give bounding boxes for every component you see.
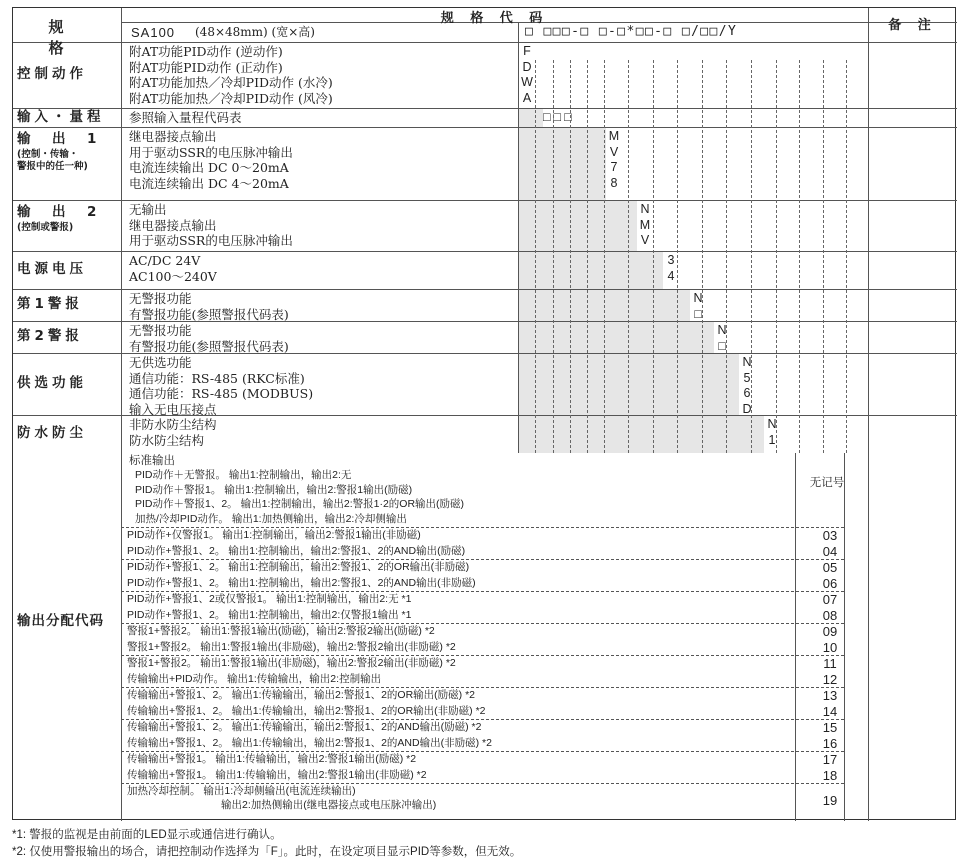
row-6-desc-1: 有警报功能(参照警报代码表) (129, 338, 289, 354)
row-0-desc-3: 附AT功能加热／冷却PID动作 (风冷) (129, 90, 333, 106)
assign-group-7-code-0: 17 (822, 752, 838, 767)
code-guide-8 (702, 60, 703, 453)
row-0-code-1: D (522, 59, 532, 74)
assign-group-4-code-0: 11 (823, 656, 837, 671)
assign-group-1-line-0: PID动作+警报1、2。 输出1:控制输出，输出2:警报1、2的OR输出(非励磁) (127, 561, 470, 573)
row-divider (13, 353, 957, 354)
assign-group-2-line-0: PID动作+警报1、2或仅警报1。 输出1:控制输出，输出2:无 *1 (127, 593, 412, 605)
row-7-desc-3: 输入无电压接点 (129, 401, 217, 417)
row-divider (13, 289, 957, 290)
row-5-code-1: □ (694, 306, 702, 321)
row-8-desc-0: 非防水防尘结构 (129, 417, 217, 432)
row-5-desc-1: 有警报功能(参照警报代码表) (129, 306, 289, 322)
code-guide-12 (799, 60, 800, 453)
row-1-desc-0: 参照输入量程代码表 (129, 110, 242, 125)
row-7-code-3: D (742, 401, 752, 416)
assign-group-0-code-1: 04 (822, 543, 838, 559)
row-sublabel-3: (控制或警报) (17, 222, 74, 233)
assign-group-7-line-0: 传输输出+警报1。 输出1:传输输出，输出2:警报1输出(励磁) *2 (127, 753, 417, 765)
code-guide-13 (823, 60, 824, 453)
assign-label: 输出分配代码 (17, 613, 104, 629)
row-label-5: 第1警报 (17, 296, 83, 312)
assign-group-6-code-1: 16 (822, 735, 838, 751)
row-3-code-0: N (640, 202, 650, 216)
row-3-desc-1: 继电器接点输出 (129, 217, 217, 233)
row-7-desc-1: 通信功能：RS-485 (RKC标准) (129, 370, 305, 386)
assign-group-6-line-1: 传输输出+警报1、2。 输出1:传输输出，输出2:警报1、2的AND输出(非励磁) *2 (127, 736, 492, 749)
row-label-1: 输入・量程 (17, 108, 105, 125)
row-4-code-1: 4 (667, 268, 675, 283)
code-guide-14 (846, 60, 847, 453)
row-7-code-0: N (742, 355, 752, 369)
row-6-code-shade (518, 322, 714, 353)
row-0-code-3: A (522, 90, 532, 105)
assign-group-5-code-1: 14 (822, 703, 838, 719)
assign-group-3-line-0: 警报1+警报2。 输出1:警报1输出(励磁)，输出2:警报2输出(励磁) *2 (127, 625, 435, 637)
assign-group-1-code-1: 06 (822, 575, 838, 591)
model-size: (48×48mm) (宽×高) (195, 25, 315, 39)
assign-group-5-line-0: 传输输出+警报1、2。 输出1:传输输出，输出2:警报1、2的OR输出(励磁) *2 (127, 689, 476, 701)
row-divider (13, 127, 957, 128)
row-0-desc-1: 附AT功能PID动作 (正动作) (129, 59, 283, 75)
assign-group-3-code-0: 09 (822, 624, 838, 639)
row-label-4: 电源电压 (17, 261, 87, 277)
code-guide-7 (677, 60, 678, 453)
assign-group-8-code-0: 19 (822, 793, 838, 808)
code-guide-2 (570, 60, 571, 453)
row-divider (13, 321, 957, 322)
row-8-code-1: 1 (768, 432, 776, 447)
spec-header: 规 格 (48, 18, 123, 57)
assign-group-8-line-0: 加热冷却控制。 输出1:冷却侧输出(电流连续输出) (127, 785, 356, 797)
assign-group-8-line-1: 输出2:加热侧输出(继电器接点或电压脉冲输出) (221, 799, 437, 811)
row-divider (13, 251, 957, 252)
row-2-desc-3: 电流连续输出 DC 4～20mA (129, 175, 289, 191)
assign-group-7-line-1: 传输输出+警报1。 输出1:传输输出，输出2:警报1输出(非励磁) *2 (127, 768, 427, 781)
assign-standard-1: PID动作＋警报1。 输出1:控制输出，输出2:警报1输出(励磁) (135, 483, 413, 496)
code-guide-5 (628, 60, 629, 453)
assign-group-2-line-1: PID动作+警报1、2。 输出1:控制输出，输出2:仅警报1输出 *1 (127, 608, 412, 621)
row-sublabel-2: (控制・传输・ 警报中的任一种) (17, 149, 88, 172)
row-label-7: 供选功能 (17, 375, 87, 391)
assign-group-4-code-1: 12 (822, 671, 838, 687)
row-3-desc-2: 用于驱动SSR的电压脉冲输出 (129, 233, 293, 248)
assign-group-0-line-1: PID动作+警报1、2。 输出1:控制输出，输出2:警报1、2的AND输出(励磁) (127, 544, 466, 557)
code-guide-3 (587, 60, 588, 453)
row-6-code-0: N (717, 323, 727, 337)
row-4-desc-0: AC/DC 24V (129, 253, 201, 268)
model-name: SA100 (131, 25, 176, 40)
row-2-code-1: V (609, 144, 619, 159)
assign-group-5-line-1: 传输输出+警报1、2。 输出1:传输输出，输出2:警报1、2的OR输出(非励磁) *2 (127, 704, 486, 717)
assign-standard-2: PID动作＋警报1、2。 输出1:控制输出，输出2:警报1·2的OR输出(励磁) (135, 498, 465, 510)
row-0-desc-2: 附AT功能加热／冷却PID动作 (水冷) (129, 75, 333, 90)
code-guide-11 (776, 60, 777, 453)
row-2-desc-1: 用于驱动SSR的电压脉冲输出 (129, 144, 293, 160)
assign-group-7-code-1: 18 (822, 767, 838, 783)
row-8-desc-1: 防水防尘结构 (129, 432, 205, 448)
assign-standard-3: 加热/冷却PID动作。 输出1:加热侧输出，输出2:冷却侧输出 (135, 512, 407, 525)
row-4-desc-1: AC100～240V (129, 268, 217, 284)
assign-group-2-code-0: 07 (822, 592, 838, 607)
assign-group-5-code-0: 13 (822, 688, 838, 703)
row-label-6: 第2警报 (17, 328, 83, 344)
row-3-desc-0: 无输出 (129, 202, 167, 217)
code-guide-9 (726, 60, 727, 453)
row-0-code-2: W (521, 75, 533, 89)
row-1-code-0: □□□ (543, 110, 575, 124)
row-4-code-0: 3 (667, 253, 675, 267)
assign-code-divider-left (795, 453, 796, 821)
row-2-code-3: 8 (610, 175, 618, 190)
row-2-desc-0: 继电器接点输出 (129, 129, 217, 144)
footnote-1: *1: 警报的监视是由前面的LED显示或通信进行确认。 (12, 829, 282, 841)
row-2-code-shade (518, 128, 606, 200)
code-guide-4 (604, 60, 605, 453)
row-0-desc-0: 附AT功能PID动作 (逆动作) (129, 44, 283, 59)
assign-group-0-code-0: 03 (822, 528, 838, 543)
spec-table (12, 7, 956, 820)
code-header-divider (518, 22, 519, 42)
row-7-code-1: 5 (743, 370, 751, 385)
row-4-code-shade (518, 252, 663, 289)
row-5-code-0: N (693, 291, 703, 305)
code-pattern: □ □□□-□ □-□*□□-□ □/□□/Y (525, 24, 738, 39)
assign-group-6-line-0: 传输输出+警报1、2。 输出1:传输输出，输出2:警报1、2的AND输出(励磁) *2 (127, 721, 482, 733)
row-7-code-2: 6 (743, 386, 751, 400)
assign-standard-0: PID动作＋无警报。 输出1:控制输出，输出2:无 (135, 469, 352, 481)
row-label-8: 防水防尘 (17, 425, 87, 441)
row-5-desc-0: 无警报功能 (129, 291, 192, 306)
row-6-code-1: □ (718, 338, 726, 353)
code-guide-1 (553, 60, 554, 453)
row-2-desc-2: 电流连续输出 DC 0～20mA (129, 160, 289, 175)
row-7-desc-2: 通信功能：RS-485 (MODBUS) (129, 386, 314, 401)
row-1-code-shade (518, 109, 543, 127)
remarks-header: 备 注 (888, 18, 937, 33)
assign-title: 标准输出 (129, 455, 175, 467)
row-3-code-1: M (639, 217, 651, 232)
desc-column-divider (518, 42, 519, 453)
row-6-desc-0: 无警报功能 (129, 323, 192, 338)
row-divider (13, 200, 957, 201)
assign-group-4-line-1: 传输输出+PID动作。 输出1:传输输出，输出2:控制输出 (127, 672, 382, 685)
row-7-desc-0: 无供选功能 (129, 355, 192, 370)
code-guide-10 (751, 60, 752, 453)
assign-group-6-code-0: 15 (822, 720, 838, 735)
row-divider (13, 108, 957, 109)
row-label-2: 输 出 1 (17, 131, 101, 147)
assign-group-0-line-0: PID动作+仅警报1。 输出1:控制输出，输出2:警报1输出(非励磁) (127, 529, 421, 541)
assign-group-2-code-1: 08 (822, 607, 838, 623)
code-guide-0 (535, 60, 536, 453)
row-0-code-0: F (523, 44, 531, 58)
code-header: 规 格 代 码 (440, 11, 549, 26)
assign-group-3-code-1: 10 (822, 639, 838, 655)
assign-group-3-line-1: 警报1+警报2。 输出1:警报1输出(非励磁)，输出2:警报2输出(非励磁) *2 (127, 640, 456, 653)
row-label-0: 控制动作 (17, 66, 87, 82)
row-8-code-shade (518, 416, 764, 453)
assign-group-1-line-1: PID动作+警报1、2。 输出1:控制输出，输出2:警报1、2的AND输出(非励磁) (127, 576, 476, 589)
row-2-code-0: M (608, 129, 620, 143)
row-8-code-0: N (767, 417, 777, 431)
row-label-3: 输 出 2 (17, 204, 101, 220)
assign-group-4-line-0: 警报1+警报2。 输出1:警报1输出(非励磁)，输出2:警报2输出(非励磁) *2 (127, 657, 456, 669)
assign-standard-code: 无记号 (809, 477, 845, 489)
row-2-code-2: 7 (610, 160, 618, 174)
row-divider (13, 415, 957, 416)
footnote-2: *2: 仅使用警报输出的场合，请把控制动作选择为「F」。此时，在设定项目显示PID等参数，但无效。 (12, 846, 522, 858)
code-guide-6 (653, 60, 654, 453)
assign-group-1-code-0: 05 (822, 560, 838, 575)
row-3-code-2: V (640, 233, 650, 247)
header-divider (13, 42, 957, 43)
